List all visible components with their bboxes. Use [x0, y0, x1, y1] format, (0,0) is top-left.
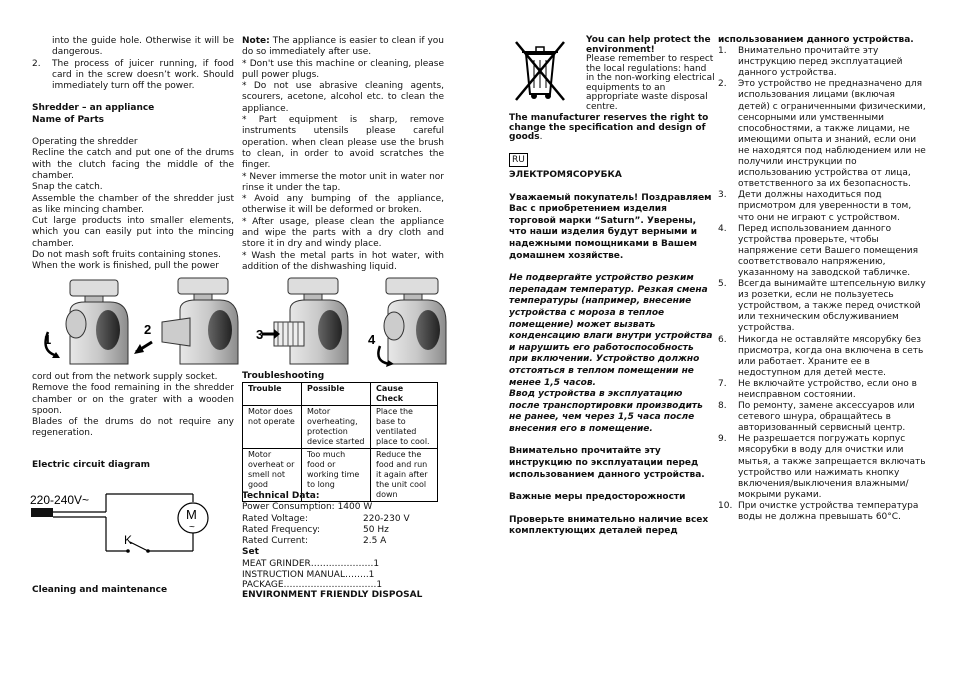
language-badge: RU: [509, 147, 528, 167]
disposal-heading: You can help protect the environment!: [586, 35, 711, 55]
set-item: MEAT GRINDER……..………….1: [242, 558, 380, 569]
column-1-bottom: [32, 372, 234, 440]
ru-safety-list: [718, 46, 926, 523]
troubleshooting-title: Troubleshooting: [242, 371, 325, 381]
tech-row: Rated Voltage: 220-230 V: [242, 513, 410, 524]
table-header: Possible: [302, 383, 371, 406]
name-of-parts-heading: Name of Parts: [32, 114, 104, 125]
table-row: [243, 406, 438, 449]
paragraph: Operating the shredder: [32, 137, 138, 148]
list-item: 8. По ремонту, замене аксессуаров или сетевого шнура, обращайтесь в авторизованный сервисный центр.: [718, 401, 915, 434]
ru-product-title: ЭЛЕКТРОМЯСОРУБКА: [509, 170, 622, 180]
note: * Never immerse the motor unit in water nor rinse it under the tap.: [242, 171, 444, 193]
ru-greeting: Уважаемый покупатель! Поздравляем Вас с приобретением изделия торговой марки “Saturn”. Уверены, что наши изделия будут верными и надежными помощниками в Вашем домашнем хозяйстве.: [509, 192, 712, 261]
note: Note: The appliance is easier to clean if you do so immediately after use.: [242, 36, 444, 58]
circuit-diagram-title: Electric circuit diagram: [32, 460, 151, 470]
ru-precautions-title: Важные меры предосторожности: [509, 492, 686, 503]
column-2-notes: [242, 36, 444, 273]
table-cell: Motor overheat or smell not good: [243, 449, 302, 502]
ru-read-manual: Внимательно прочитайте эту инструкцию по эксплуатации перед использованием данного устройства.: [509, 446, 705, 480]
step-label: 3: [256, 327, 264, 342]
paragraph: Cut large products into smaller elements, which you can easily put into the mincing chamber.: [32, 216, 234, 249]
tech-row: Rated Frequency: 50 Hz: [242, 524, 389, 535]
note: * After usage, please clean the appliance and wipe the parts with a dry cloth and store it in dry and windy place.: [242, 216, 444, 250]
note: * Don't use this machine or cleaning, please pull power plugs.: [242, 58, 444, 80]
list-item: 4. Перед использованием данного устройства проверьте, чтобы напряжение сети Вашего помещения соответствовало напряжению, указанному на заводской табличке.: [718, 223, 919, 278]
paragraph: Recline the catch and put one of the drums with the clutch facing the middle of the chamber.: [32, 148, 234, 181]
table-cell: Place the base to ventilated place to cool.: [371, 406, 438, 449]
step-label: 4: [368, 332, 376, 347]
column-3-russian: [509, 170, 714, 538]
tech-row: Rated Current: 2.5 A: [242, 536, 387, 547]
list-item: 5. Всегда вынимайте штепсельную вилку из розетки, если не пользуетесь устройством, а также перед очисткой или техническим обслуживанием устройства.: [718, 279, 926, 334]
shredder-title: Shredder – an appliance: [32, 103, 155, 114]
table-header: Cause Check: [371, 383, 438, 406]
note: * Do not use abrasive cleaning agents, scourers, acetone, alcohol etc. to clean the appliance.: [242, 81, 444, 114]
set-item: PACKAGE………………………….1: [242, 580, 383, 591]
paragraph: Snap the catch.: [32, 182, 103, 193]
ru-transport-warning: Ввод устройства в эксплуатацию после транспортировки производить не ранее, чем через 1,5 часа после внесения его в помещение.: [509, 389, 703, 434]
list-item: 7. Не включайте устройство, если оно в неисправном состоянии.: [718, 378, 917, 400]
list-item: 6. Никогда не оставляйте мясорубку без присмотра, когда она включена в сеть или работает. Храните ее в недоступном для детей месте.: [718, 334, 924, 378]
troubleshooting-table: [242, 382, 438, 502]
column-4-russian: [718, 35, 926, 523]
paragraph: cord out from the network supply socket.: [32, 372, 218, 382]
disposal-body: Please remember to respect the local regulations: hand in the non-working electrical equipments to an appropriate waste disposal centre.: [586, 54, 715, 112]
circuit-diagram: [28, 474, 218, 558]
list-item: 2. Это устройство не предназначено для использования лицами (включая детей) с ограниченными физическими, сенсорными или умственными способностями, а также лицами, не имеющими опыта и знаний, если они не находятся под наблюдением или не получили инструкции по использованию устройства от лица, ответственного за их безопасность.: [718, 79, 926, 190]
column-1-top: [32, 36, 234, 273]
grinder-step-1: [44, 280, 128, 364]
paragraph: Remove the food remaining in the shredder chamber or on the grater with a wooden spoon.: [32, 383, 234, 416]
tech-row: Power Consumption: 1400 W: [242, 502, 373, 513]
disposal-text: [586, 36, 716, 112]
table-cell: Motor overheating, protection device started: [302, 406, 371, 449]
cleaning-title: Cleaning and maintenance: [32, 585, 168, 595]
motor-label: M: [186, 507, 197, 522]
list-item: 9. Не разрешается погружать корпус мясорубки в воду для очистки или мытья, а также запрещается включать устройство или нажимать кнопку включения/выключения влажными/мокрыми руками.: [718, 434, 926, 500]
manufacturer-note: The manufacturer reserves the right to change the specification and design of goods.: [509, 113, 709, 142]
top-list: [32, 36, 234, 92]
list-item: into the guide hole. Otherwise it will be dangerous.: [52, 36, 234, 58]
grinder-step-3: [256, 278, 348, 364]
table-cell: Too much food or working time to long: [302, 449, 371, 502]
paragraph: When the work is finished, pull the power: [32, 261, 219, 272]
ru-continuation: использованием данного устройства.: [718, 35, 914, 45]
switch-icon: [130, 542, 148, 551]
motor-sub-label: ~: [189, 522, 195, 533]
list-item: 1. Внимательно прочитайте эту инструкцию перед эксплуатацией данного устройства.: [718, 46, 903, 79]
technical-data: [242, 491, 442, 600]
list-item: 3. Дети должны находиться под присмотром для уверенности в том, что они не играют с устройством.: [718, 190, 912, 223]
switch-label: K: [124, 533, 133, 547]
table-header-row: [243, 383, 438, 406]
note: * Part equipment is sharp, remove instruments utensils please careful operation. when clean please use the brush to clean, in order to avoid scratches the finger.: [242, 115, 444, 171]
table-cell: Motor does not operate: [243, 406, 302, 449]
ru-check-text: Проверьте внимательно наличие всех комплектующих деталей перед: [509, 514, 709, 537]
list-item: 10. При очистке устройства температура воды не должна превышать 60°С.: [718, 500, 919, 523]
ru-temperature-warning: Не подвергайте устройство резким перепадам температур. Резкая смена температуры (например, внесение устройства с мороза в теплое помещение) может вызвать конденсацию влаги внутри устройства и нарушить его работоспособность при включении. Устройство должно отстояться в теплом помещении не менее 1,5 часов.: [509, 273, 713, 388]
table-header: Trouble: [243, 383, 302, 406]
note: * Avoid any bumping of the appliance, otherwise it will be deformed or broken.: [242, 194, 444, 216]
assembly-illustration: [30, 272, 448, 372]
technical-data-title: Technical Data:: [242, 491, 320, 501]
plug-icon: [31, 508, 53, 517]
step-label: 2: [144, 322, 152, 337]
paragraph: Do not mash soft fruits containing stones.: [32, 250, 221, 261]
list-item: 2. The process of juicer running, if food card in the screw doesn’t work. Should immediately turn off the power.: [32, 58, 234, 92]
note: * Wash the metal parts in hot water, with addition of the dishwashing liquid.: [242, 250, 444, 272]
crossed-bin-icon: [510, 38, 570, 102]
set-title: Set: [242, 547, 259, 558]
grinder-step-4: [368, 278, 446, 367]
paragraph: Assemble the chamber of the shredder just as like mincing chamber.: [32, 193, 234, 215]
step-label: 1: [44, 332, 52, 347]
grinder-step-2: [134, 278, 238, 364]
environment-disposal-title: ENVIRONMENT FRIENDLY DISPOSAL: [242, 590, 423, 601]
circuit-voltage-label: 220-240V~: [30, 493, 90, 507]
set-item: INSTRUCTION MANUAL……..1: [242, 570, 375, 581]
table-cell: Reduce the food and run it again after the unit cool down: [371, 449, 438, 502]
paragraph: Blades of the drums do not require any regeneration.: [32, 417, 234, 439]
